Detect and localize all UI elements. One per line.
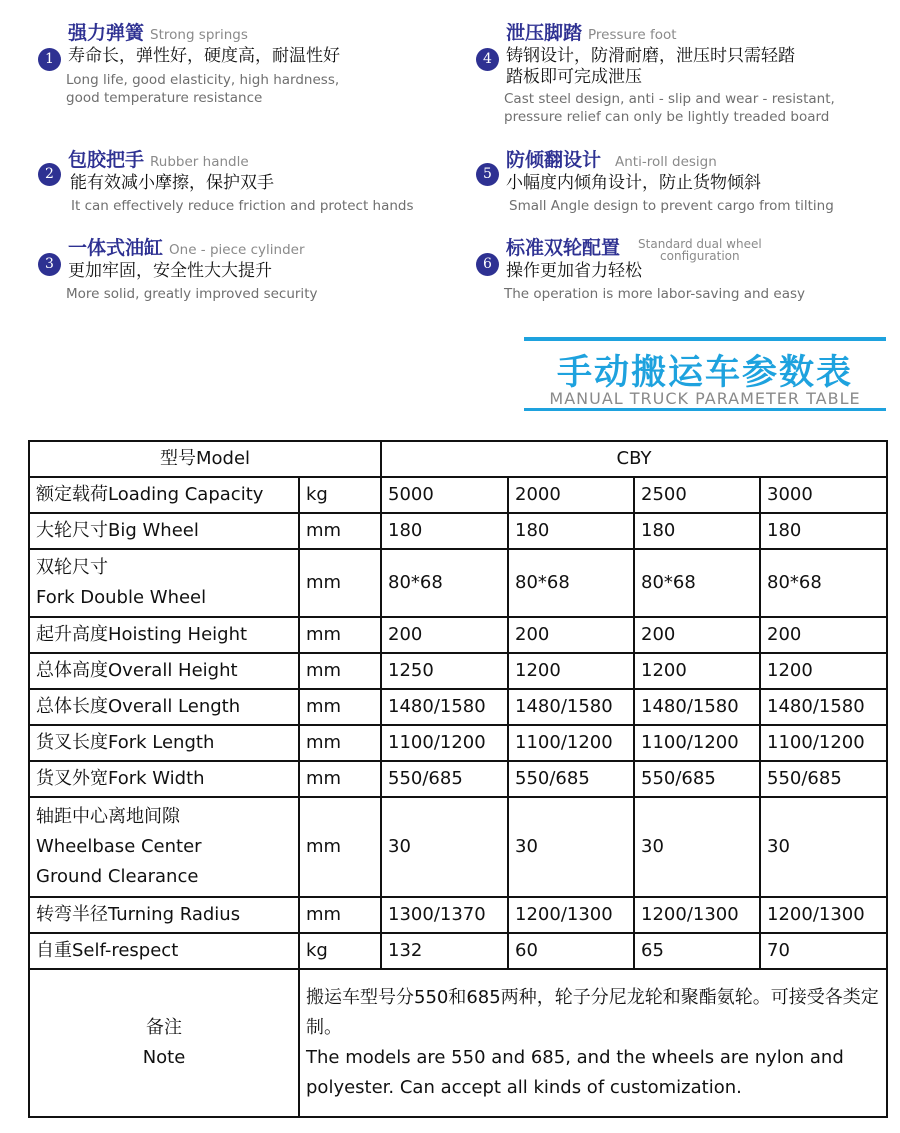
- feature-desc-en: good temperature resistance: [66, 90, 263, 106]
- feature-title: [68, 18, 248, 45]
- row-unit: mm: [299, 653, 381, 689]
- parameter-table-heading: [524, 337, 886, 413]
- row-label: 货叉长度Fork Length: [29, 725, 299, 761]
- heading-title-zh: 手动搬运车参数表: [556, 353, 853, 393]
- row-value: 80*68: [508, 549, 634, 617]
- note-text-en: The models are 550 and 685, and the wheels are nylon and polyester. Can accept all kinds of customization.: [306, 1047, 844, 1098]
- feature-desc-en: Small Angle design to prevent cargo from tilting: [509, 198, 834, 214]
- row-value: 5000: [381, 477, 508, 513]
- row-value: 550/685: [634, 761, 760, 797]
- heading-bottom-bar: [524, 408, 886, 411]
- note-text: [299, 969, 887, 1117]
- note-label-zh: 备注: [146, 1017, 182, 1038]
- feature-number-badge: 2: [38, 163, 61, 186]
- row-value: 1200: [508, 653, 634, 689]
- row-unit: mm: [299, 513, 381, 549]
- row-label-line: 轴距中心离地间隙: [36, 806, 180, 827]
- table-row: [29, 549, 887, 617]
- feature-title-zh: 泄压脚踏: [506, 22, 583, 44]
- feature-title-en-line: Standard dual wheel: [638, 236, 762, 251]
- row-label-line: Fork Double Wheel: [36, 587, 207, 608]
- row-value: 1200/1300: [634, 897, 760, 933]
- row-value: 1100/1200: [381, 725, 508, 761]
- row-label-line: 双轮尺寸: [36, 557, 108, 578]
- row-unit: mm: [299, 725, 381, 761]
- feature-desc-en: Long life, good elasticity, high hardness,: [66, 72, 340, 88]
- row-value: 200: [381, 617, 508, 653]
- row-unit: mm: [299, 689, 381, 725]
- feature-desc-en: pressure relief can only be lightly treaded board: [504, 109, 830, 125]
- table-row: [29, 933, 887, 969]
- feature-title-zh: 一体式油缸: [68, 237, 164, 259]
- row-value: 180: [381, 513, 508, 549]
- row-label: 总体高度Overall Height: [29, 653, 299, 689]
- feature-desc-en: It can effectively reduce friction and protect hands: [71, 198, 414, 214]
- row-value: 180: [760, 513, 887, 549]
- feature-title-en: Anti-roll design: [615, 154, 717, 170]
- model-header-cell: 型号Model: [29, 441, 381, 477]
- feature-title-en: Pressure foot: [588, 27, 677, 43]
- row-value: 2500: [634, 477, 760, 513]
- row-value: 200: [508, 617, 634, 653]
- feature-title: [506, 233, 762, 262]
- row-value: 132: [381, 933, 508, 969]
- feature-title-zh: 包胶把手: [68, 149, 145, 171]
- feature-desc-zh: 踏板即可完成泄压: [506, 67, 642, 87]
- table-row: [29, 617, 887, 653]
- feature-title: [506, 18, 677, 45]
- row-value: 550/685: [508, 761, 634, 797]
- feature-title-en-line: configuration: [660, 248, 740, 263]
- row-value: 80*68: [760, 549, 887, 617]
- row-label: 货叉外宽Fork Width: [29, 761, 299, 797]
- feature-title-zh: 标准双轮配置: [506, 237, 621, 259]
- row-label: 转弯半径Turning Radius: [29, 897, 299, 933]
- row-value: 3000: [760, 477, 887, 513]
- feature-number-badge: 3: [38, 253, 61, 276]
- row-value: 180: [634, 513, 760, 549]
- row-value: 550/685: [381, 761, 508, 797]
- row-value: 60: [508, 933, 634, 969]
- row-value: 70: [760, 933, 887, 969]
- feature-desc-en: More solid, greatly improved security: [66, 286, 318, 302]
- row-unit: mm: [299, 549, 381, 617]
- feature-title-en: [638, 238, 762, 262]
- feature-desc-en: Cast steel design, anti - slip and wear - resistant,: [504, 91, 835, 107]
- row-label: 额定载荷Loading Capacity: [29, 477, 299, 513]
- table-header-row: [29, 441, 887, 477]
- row-value: 1480/1580: [760, 689, 887, 725]
- row-unit: kg: [299, 933, 381, 969]
- row-value: 1250: [381, 653, 508, 689]
- feature-number-badge: 1: [38, 48, 61, 71]
- parameter-table: [28, 440, 888, 1118]
- table-row: [29, 797, 887, 897]
- row-value: 200: [634, 617, 760, 653]
- feature-desc-zh: 更加牢固，安全性大大提升: [68, 261, 272, 281]
- table-row: [29, 477, 887, 513]
- note-label: [29, 969, 299, 1117]
- row-label: 大轮尺寸Big Wheel: [29, 513, 299, 549]
- table-row: [29, 897, 887, 933]
- row-unit: mm: [299, 617, 381, 653]
- heading-top-bar: [524, 337, 886, 341]
- row-value: 1300/1370: [381, 897, 508, 933]
- feature-title: [68, 233, 305, 260]
- row-label-line: Ground Clearance: [36, 866, 199, 887]
- row-value: 80*68: [381, 549, 508, 617]
- note-row: [29, 969, 887, 1117]
- feature-desc-zh: 小幅度内倾角设计，防止货物倾斜: [506, 173, 761, 193]
- row-value: 65: [634, 933, 760, 969]
- row-value: 1200: [634, 653, 760, 689]
- row-value: 30: [634, 797, 760, 897]
- row-value: 30: [760, 797, 887, 897]
- row-value: 550/685: [760, 761, 887, 797]
- row-value: 1480/1580: [508, 689, 634, 725]
- row-label: [29, 797, 299, 897]
- row-value: 1200: [760, 653, 887, 689]
- feature-number-badge: 5: [476, 163, 499, 186]
- row-label: 总体长度Overall Length: [29, 689, 299, 725]
- table-row: [29, 689, 887, 725]
- row-value: 1100/1200: [508, 725, 634, 761]
- row-value: 1200/1300: [508, 897, 634, 933]
- heading-title-en: MANUAL TRUCK PARAMETER TABLE: [549, 389, 861, 408]
- feature-desc-en: The operation is more labor-saving and easy: [504, 286, 806, 302]
- row-value: 1200/1300: [760, 897, 887, 933]
- row-value: 180: [508, 513, 634, 549]
- feature-desc-zh: 寿命长，弹性好，硬度高，耐温性好: [68, 46, 340, 66]
- row-label-line: Wheelbase Center: [36, 836, 202, 857]
- row-value: 1480/1580: [634, 689, 760, 725]
- feature-title-zh: 强力弹簧: [68, 22, 145, 44]
- note-text-zh: 搬运车型号分550和685两种，轮子分尼龙轮和聚酯氨轮。可接受各类定制。: [306, 987, 879, 1038]
- feature-title-en: Rubber handle: [150, 154, 249, 170]
- feature-title: [506, 145, 717, 172]
- row-value: 1100/1200: [760, 725, 887, 761]
- row-value: 2000: [508, 477, 634, 513]
- feature-number-badge: 4: [476, 48, 499, 71]
- feature-number-badge: 6: [476, 253, 499, 276]
- table-row: [29, 513, 887, 549]
- table-row: [29, 761, 887, 797]
- feature-desc-zh: 铸钢设计，防滑耐磨，泄压时只需轻踏: [506, 46, 795, 66]
- row-value: 200: [760, 617, 887, 653]
- row-value: 1480/1580: [381, 689, 508, 725]
- row-value: 30: [508, 797, 634, 897]
- row-unit: kg: [299, 477, 381, 513]
- row-value: 1100/1200: [634, 725, 760, 761]
- note-label-en: Note: [142, 1047, 186, 1068]
- feature-desc-zh: 操作更加省力轻松: [506, 261, 642, 281]
- feature-desc-zh: 能有效减小摩擦，保护双手: [70, 173, 274, 193]
- table-row: [29, 653, 887, 689]
- row-label: [29, 549, 299, 617]
- row-label: 起升高度Hoisting Height: [29, 617, 299, 653]
- feature-title-en: Strong springs: [150, 27, 248, 43]
- row-unit: mm: [299, 897, 381, 933]
- row-label: 自重Self-respect: [29, 933, 299, 969]
- row-value: 30: [381, 797, 508, 897]
- row-value: 80*68: [634, 549, 760, 617]
- row-unit: mm: [299, 797, 381, 897]
- feature-title-zh: 防倾翻设计: [506, 149, 602, 171]
- feature-title-en: One - piece cylinder: [169, 242, 305, 258]
- table-row: [29, 725, 887, 761]
- row-unit: mm: [299, 761, 381, 797]
- feature-title: [68, 145, 249, 172]
- series-header-cell: CBY: [381, 441, 887, 477]
